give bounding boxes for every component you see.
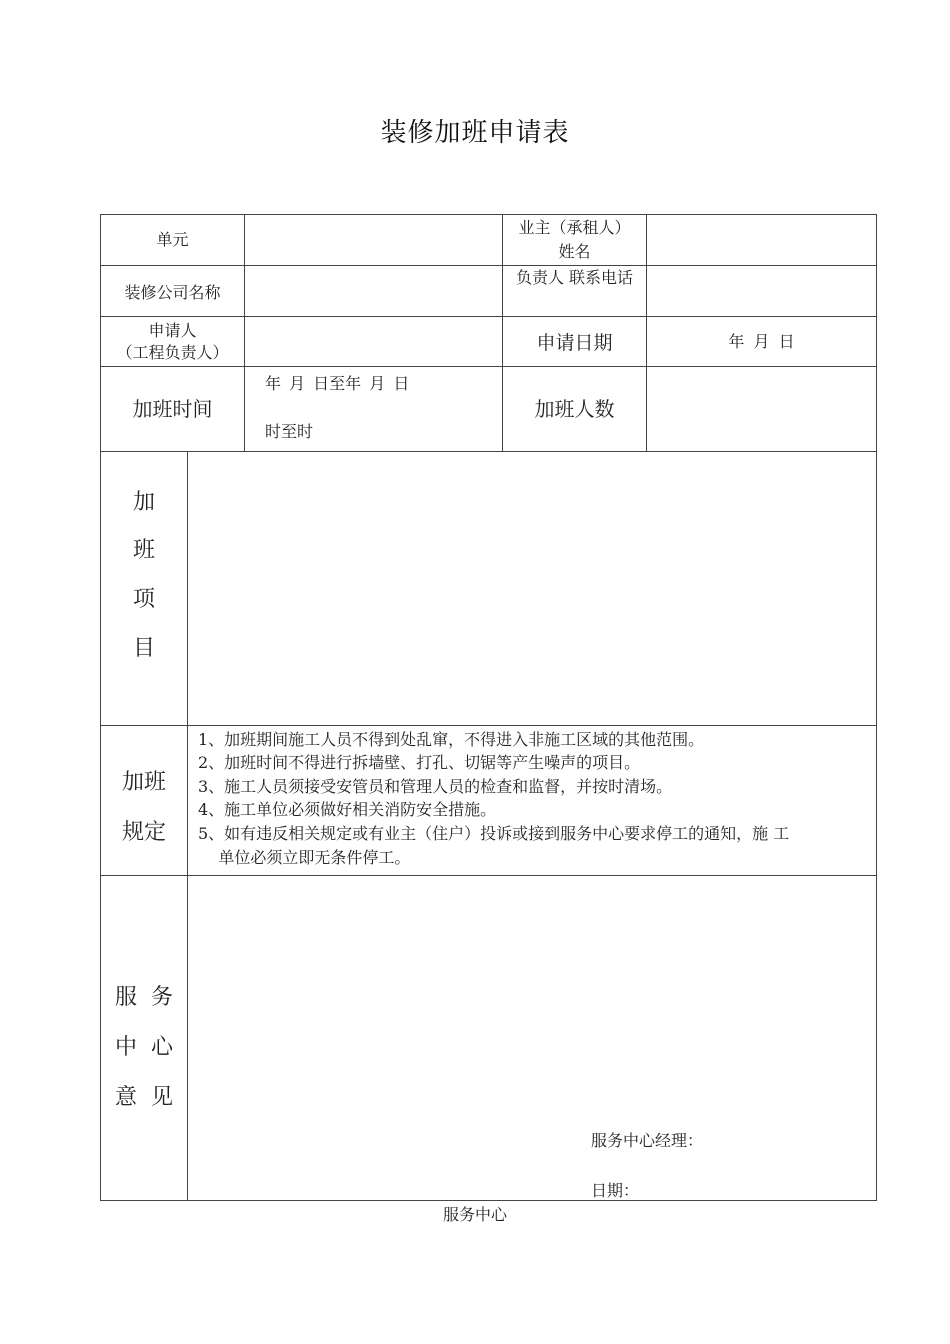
overtime-time-range[interactable]: 年 月 日至年 月 日 xyxy=(265,374,410,393)
owner-label-line1: 业主（承租人） xyxy=(518,218,631,237)
contact-phone-field[interactable] xyxy=(647,266,876,316)
rule-item: 单位必须立即无条件停工。 xyxy=(198,848,411,867)
footer-text: 服务中心 xyxy=(442,1205,507,1224)
manager-signature-label: 服务中心经理： xyxy=(591,1131,704,1150)
opinion-label-line1: 服 务 xyxy=(115,985,173,1010)
applicant-label-line1: 申请人 xyxy=(148,320,197,340)
items-label-char: 项 xyxy=(132,587,155,612)
unit-label: 单元 xyxy=(156,230,189,249)
company-name-label: 装修公司名称 xyxy=(124,283,221,302)
owner-name-field[interactable] xyxy=(647,215,876,265)
applicant-label-line2: （工程负责人） xyxy=(116,342,229,362)
row-divider xyxy=(101,725,876,726)
headcount-label: 加班人数 xyxy=(534,397,615,421)
application-date-value[interactable]: 年 月 日 xyxy=(728,331,795,351)
owner-name-label xyxy=(503,216,646,266)
rule-item: 2、加班时间不得进行拆墙壁、打孔、切锯等产生噪声的项目。 xyxy=(198,753,641,772)
headcount-field[interactable] xyxy=(647,367,876,451)
rules-label-line1: 加班 xyxy=(121,770,166,795)
company-name-field[interactable] xyxy=(245,266,502,316)
items-label-char: 班 xyxy=(132,538,155,563)
opinion-field[interactable] xyxy=(188,876,876,1126)
owner-label-line2: 姓名 xyxy=(558,242,591,261)
overtime-time-label: 加班时间 xyxy=(132,397,213,421)
rules-label-line2: 规定 xyxy=(121,820,166,845)
items-label-char: 加 xyxy=(132,490,155,515)
opinion-date-label: 日期： xyxy=(591,1181,640,1200)
overtime-hours-range[interactable]: 时至时 xyxy=(265,422,314,441)
rule-item: 1、加班期间施工人员不得到处乱窜，不得进入非施工区域的其他范围。 xyxy=(198,730,705,749)
opinion-label-line2: 中 心 xyxy=(115,1035,173,1060)
application-form xyxy=(100,214,877,1201)
page-title: 装修加班申请表 xyxy=(380,118,570,148)
application-date-label: 申请日期 xyxy=(536,332,613,354)
rule-item: 3、施工人员须接受安管员和管理人员的检查和监督，并按时清场。 xyxy=(198,777,673,796)
opinion-label-line3: 意 见 xyxy=(115,1085,173,1110)
items-label-char: 目 xyxy=(132,636,155,661)
unit-field[interactable] xyxy=(245,215,502,265)
overtime-items-field[interactable] xyxy=(188,452,876,725)
contact-phone-label: 负责人 联系电话 xyxy=(515,268,634,287)
applicant-field[interactable] xyxy=(245,317,502,366)
rule-item: 4、施工单位必须做好相关消防安全措施。 xyxy=(198,800,497,819)
rule-item: 5、如有违反相关规定或有业主（住户）投诉或接到服务中心要求停工的通知，施 工 xyxy=(198,824,790,843)
applicant-label xyxy=(101,317,244,366)
